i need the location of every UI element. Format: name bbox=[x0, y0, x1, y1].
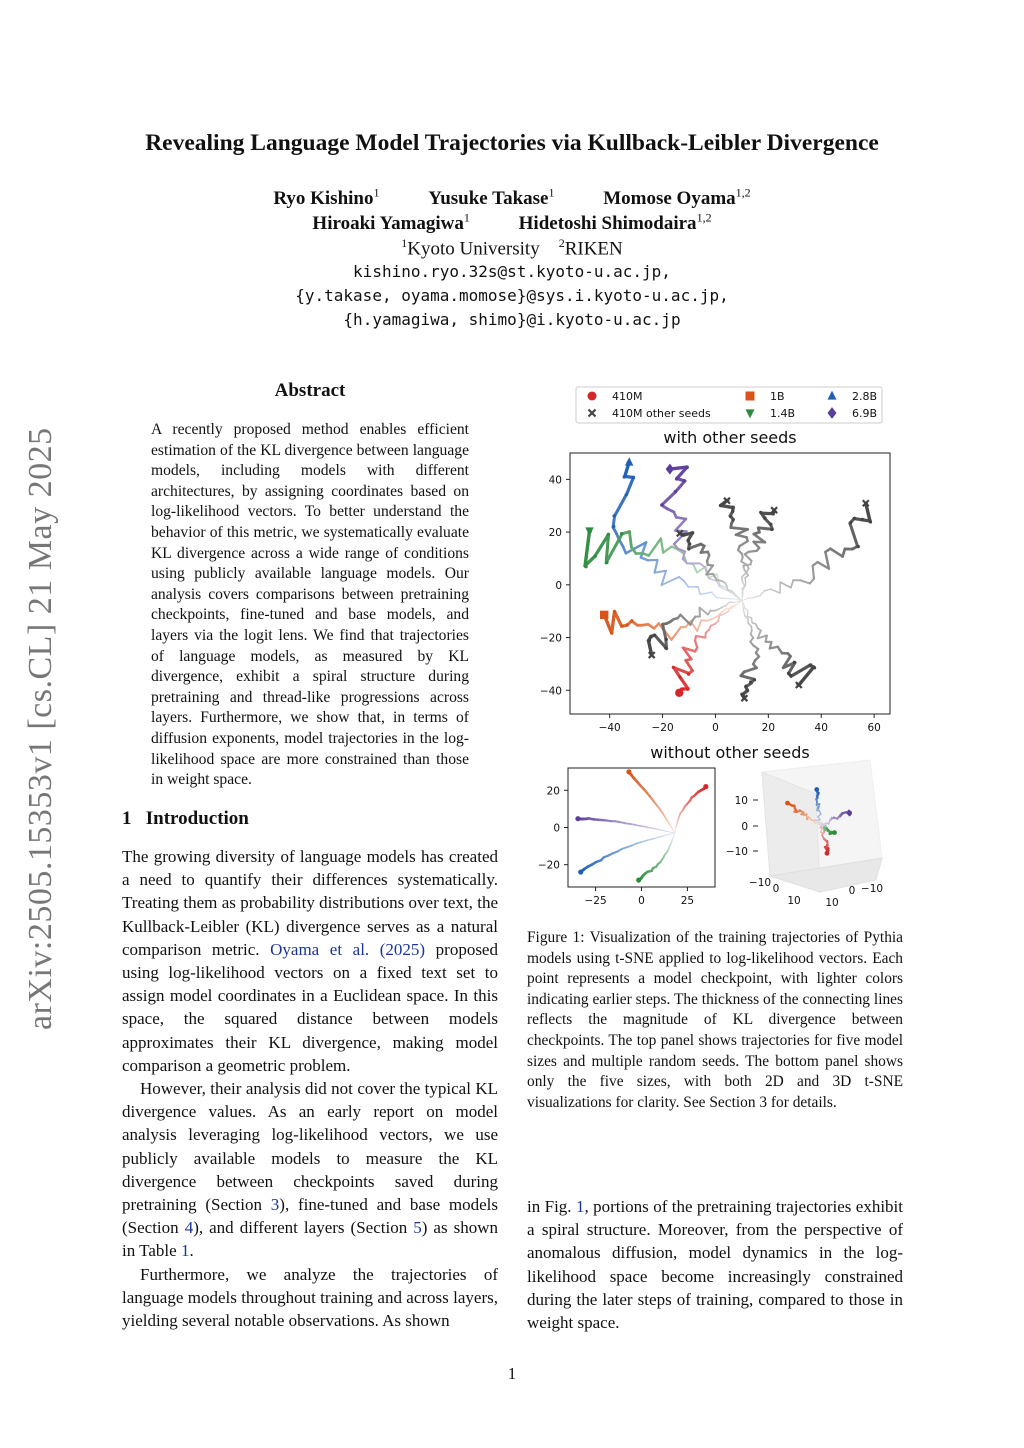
checkpoint-point bbox=[650, 635, 653, 638]
checkpoint-point bbox=[674, 490, 677, 493]
author: Momose Oyama$^{1,2}$ bbox=[603, 186, 751, 210]
paper-title: Revealing Language Model Trajectories via Kullback-Leibler Divergence bbox=[145, 130, 879, 156]
x-tick-label: −10 bbox=[748, 877, 772, 889]
author: Ryo Kishino$^1$ bbox=[273, 186, 380, 210]
checkpoint-point bbox=[584, 565, 587, 568]
checkpoint-point bbox=[606, 533, 609, 536]
x-tick-label: 60 bbox=[867, 722, 881, 734]
figure-1 bbox=[520, 380, 910, 920]
page-number: 1 bbox=[507, 1364, 517, 1383]
trajectory-segment bbox=[696, 636, 705, 638]
checkpoint-point bbox=[612, 525, 615, 528]
legend bbox=[576, 387, 882, 423]
trajectory-segment bbox=[813, 566, 814, 579]
checkpoint-point bbox=[613, 610, 616, 613]
series-end-marker bbox=[847, 811, 852, 816]
legend-marker-circle bbox=[588, 392, 597, 401]
intro-paragraph-2: However, their analysis did not cover the typical KL divergence values. As an early report on model analysis leveraging log-likelihood vectors, we use publicly available models to measure the KL divergence between checkpoints saved during pretraining (Section 3), fine-tuned and base models (Section 4), and different layers (Section 5) as shown in Table 1. bbox=[122, 1079, 498, 1261]
author: Yusuke Takase$^1$ bbox=[428, 186, 555, 210]
series-end-marker bbox=[814, 787, 819, 792]
citation-year-link[interactable]: (2025) bbox=[379, 939, 426, 959]
legend-label: 6.9B bbox=[852, 407, 878, 420]
checkpoint-point bbox=[686, 539, 689, 542]
top-plot-frame bbox=[570, 453, 890, 714]
series-end-marker bbox=[675, 689, 683, 697]
checkpoint-point bbox=[686, 466, 689, 469]
author: Hiroaki Yamagiwa$^1$ bbox=[312, 211, 470, 235]
author-row-1 bbox=[0, 186, 1024, 210]
left-column-text bbox=[122, 845, 498, 1332]
checkpoint-point bbox=[648, 639, 651, 642]
series-end-marker bbox=[832, 830, 837, 835]
y-tick-label: −10 bbox=[860, 883, 884, 895]
y-tick-label: 20 bbox=[548, 527, 562, 540]
legend-label: 2.8B bbox=[852, 390, 878, 403]
checkpoint-point bbox=[687, 547, 690, 550]
y-tick-label: 0 bbox=[553, 822, 560, 835]
series-end-marker bbox=[578, 869, 583, 874]
checkpoint-point bbox=[861, 518, 864, 521]
series-end-marker bbox=[825, 851, 830, 856]
checkpoint-point bbox=[731, 518, 734, 521]
figure-1-link[interactable]: 1 bbox=[575, 1197, 585, 1216]
trajectory-segment bbox=[734, 602, 738, 603]
trajectory-segment bbox=[758, 528, 772, 529]
checkpoint-point bbox=[793, 661, 796, 664]
checkpoint-point bbox=[809, 663, 812, 666]
checkpoint-point bbox=[731, 510, 734, 513]
checkpoint-point bbox=[605, 561, 608, 564]
figure-caption: Figure 1: Visualization of the training trajectories of Pythia models using t-SNE applied to log-likelihood vectors. Each point represents a model checkpoint, with lighter colors indicating earlier steps. The thickness of the connecting lines reflects the magnitude of KL divergence between checkpoints. The top panel shows trajectories for five model sizes and multiple random seeds. The bottom panel shows only the five sizes, with both 2D and 3D t-SNE visualizations for clarity. See Section 3 for details. bbox=[527, 929, 903, 1111]
trajectory-segment bbox=[747, 611, 748, 617]
trajectory-segment bbox=[749, 551, 757, 552]
right-column-text bbox=[527, 1195, 903, 1334]
z-tick-label: 10 bbox=[734, 795, 748, 807]
y-tick-label: 40 bbox=[548, 474, 562, 487]
legend-label: 1B bbox=[770, 390, 785, 403]
checkpoint-point bbox=[744, 685, 747, 688]
y-tick-label: −40 bbox=[539, 685, 562, 698]
checkpoint-point bbox=[625, 493, 628, 496]
x-tick-label: 10 bbox=[787, 895, 801, 907]
arxiv-side-label: arXiv:2505.15353v1 [cs.CL] 21 May 2025 bbox=[22, 427, 59, 1030]
checkpoint-point bbox=[770, 528, 773, 531]
email-line-1: kishino.ryo.32s@st.kyoto-u.ac.jp, bbox=[353, 262, 671, 281]
series-end-marker bbox=[636, 877, 641, 882]
checkpoint-point bbox=[763, 516, 766, 519]
x-tick-label: −20 bbox=[651, 722, 674, 734]
trajectory-segment bbox=[743, 564, 750, 565]
checkpoint-point bbox=[620, 532, 623, 535]
trajectory-segment bbox=[676, 517, 686, 519]
x-tick-label: 0 bbox=[712, 722, 719, 734]
y-tick-label: 0 bbox=[555, 579, 562, 592]
citation-link[interactable]: Oyama et al. bbox=[270, 939, 370, 959]
top-chart-title: with other seeds bbox=[663, 428, 797, 447]
legend-label: 410M other seeds bbox=[612, 407, 711, 420]
checkpoint-point bbox=[869, 520, 872, 523]
checkpoint-point bbox=[719, 504, 722, 507]
checkpoint-point bbox=[675, 477, 678, 480]
z-tick-label: −10 bbox=[725, 846, 748, 858]
series-end-marker bbox=[626, 769, 631, 774]
checkpoint-point bbox=[787, 672, 790, 675]
checkpoint-point bbox=[630, 619, 633, 622]
x-tick-label: 0 bbox=[638, 895, 645, 907]
checkpoint-point bbox=[746, 688, 749, 691]
checkpoint-point bbox=[687, 673, 690, 676]
x-tick-label: 20 bbox=[761, 722, 776, 734]
checkpoint-point bbox=[853, 517, 856, 520]
x-tick-label: −40 bbox=[598, 722, 621, 734]
checkpoint-point bbox=[665, 638, 668, 641]
author-row-2 bbox=[0, 211, 1024, 235]
legend-marker-square bbox=[746, 392, 755, 401]
checkpoint-point bbox=[769, 523, 772, 526]
checkpoint-point bbox=[594, 555, 597, 558]
author: Hidetoshi Shimodaira$^{1,2}$ bbox=[518, 211, 712, 235]
checkpoint-point bbox=[857, 545, 860, 548]
checkpoint-point bbox=[623, 475, 626, 478]
checkpoint-point bbox=[813, 666, 816, 669]
checkpoint-point bbox=[632, 476, 635, 479]
checkpoint-point bbox=[688, 542, 691, 545]
trajectory-segment bbox=[725, 598, 734, 599]
abstract-body: A recently proposed method enables efficient estimation of the KL divergence between language models, including models with different architectures, by assigning coordinates based on log-likelihood vectors. To better understand the behavior of this metric, we systematically evaluate KL divergence across a wide range of conditions using publicly available language models. Our analysis covers comparisons between pretraining checkpoints, fine-tuned and base models, and layers via the logit lens. We find that trajectories of language models, as measured by KL divergence, exhibit a spiral structure during pretraining and thread-like progressions across layers. Furthermore, we show that, in terms of diffusion exponents, model trajectories in the log-likelihood space are more constrained than those in weight space. bbox=[151, 421, 469, 789]
checkpoint-point bbox=[660, 503, 663, 506]
table-1-link[interactable]: 1 bbox=[180, 1241, 190, 1261]
right-paragraph: in Fig. 1, portions of the pretraining trajectories exhibit a spiral structure. Moreover, from the perspective of anomalous diffusion, model dynamics in the log-likelihood space become increasingly constrained during the later steps of training, compared to those in weight space. bbox=[527, 1197, 903, 1333]
checkpoint-point bbox=[626, 623, 629, 626]
checkpoint-point bbox=[653, 633, 656, 636]
section-3-link[interactable]: 3 bbox=[270, 1195, 280, 1215]
x-tick-label: 25 bbox=[680, 895, 695, 907]
trajectory-segment bbox=[731, 528, 748, 530]
series-end-marker bbox=[600, 611, 608, 619]
affiliations: $^1$Kyoto University $^2$RIKEN bbox=[401, 236, 623, 260]
z-tick-label: 0 bbox=[741, 821, 748, 833]
checkpoint-point bbox=[731, 505, 734, 508]
checkpoint-point bbox=[759, 511, 762, 514]
checkpoint-point bbox=[849, 521, 852, 524]
series-end-marker bbox=[575, 816, 580, 821]
trajectory-segment bbox=[630, 532, 632, 547]
checkpoint-point bbox=[664, 646, 667, 649]
y-tick-label: −20 bbox=[539, 632, 562, 645]
x-tick-label: 0 bbox=[772, 883, 780, 895]
checkpoint-point bbox=[610, 631, 613, 634]
email-line-3: {h.yamagiwa, shimo}@i.kyoto-u.ac.jp bbox=[343, 310, 681, 329]
checkpoint-point bbox=[612, 514, 615, 517]
abstract-heading: Abstract bbox=[274, 380, 346, 401]
checkpoint-point bbox=[672, 666, 675, 669]
bottom-chart-title: without other seeds bbox=[650, 743, 810, 762]
y-tick-label: −20 bbox=[537, 859, 560, 872]
checkpoint-point bbox=[682, 479, 685, 482]
checkpoint-point bbox=[753, 678, 756, 681]
legend-label: 410M bbox=[612, 390, 643, 403]
checkpoint-point bbox=[621, 624, 624, 627]
section-heading: 1 Introduction bbox=[122, 808, 249, 829]
section-4-link[interactable]: 4 bbox=[184, 1218, 194, 1238]
y-tick-label: 0 bbox=[848, 885, 856, 897]
checkpoint-point bbox=[686, 688, 689, 691]
legend-label: 1.4B bbox=[770, 407, 796, 420]
checkpoint-point bbox=[691, 531, 694, 534]
email-line-2: {y.takase, oyama.momose}@sys.i.kyoto-u.ac.jp, bbox=[295, 286, 729, 305]
series-end-marker bbox=[703, 784, 708, 789]
intro-paragraph-1: The growing diversity of language models has created a need to quantify their differences systematically. Treating them as probability distributions over text, the Kullback-Leibler (KL) divergence serves as a natural comparison metric. Oyama et al. (2025) proposed using log-likelihood vectors on a fixed text set to assign model coordinates in a Euclidean space. In this space, the squared distance between models approximates their KL divergence, making model comparison a geometric problem. bbox=[122, 847, 498, 1075]
x-tick-label: −25 bbox=[584, 895, 607, 907]
intro-paragraph-3: Furthermore, we analyze the trajectories of language models throughout training and across layers, yielding several notable observations. As shown bbox=[122, 1264, 498, 1331]
checkpoint-point bbox=[749, 680, 752, 683]
series-end-marker bbox=[785, 801, 790, 806]
y-tick-label: 20 bbox=[546, 785, 560, 798]
checkpoint-point bbox=[729, 515, 732, 518]
y-tick-label: 10 bbox=[825, 897, 839, 909]
checkpoint-point bbox=[678, 675, 681, 678]
x-tick-label: 40 bbox=[814, 722, 828, 734]
section-5-link[interactable]: 5 bbox=[413, 1218, 422, 1238]
